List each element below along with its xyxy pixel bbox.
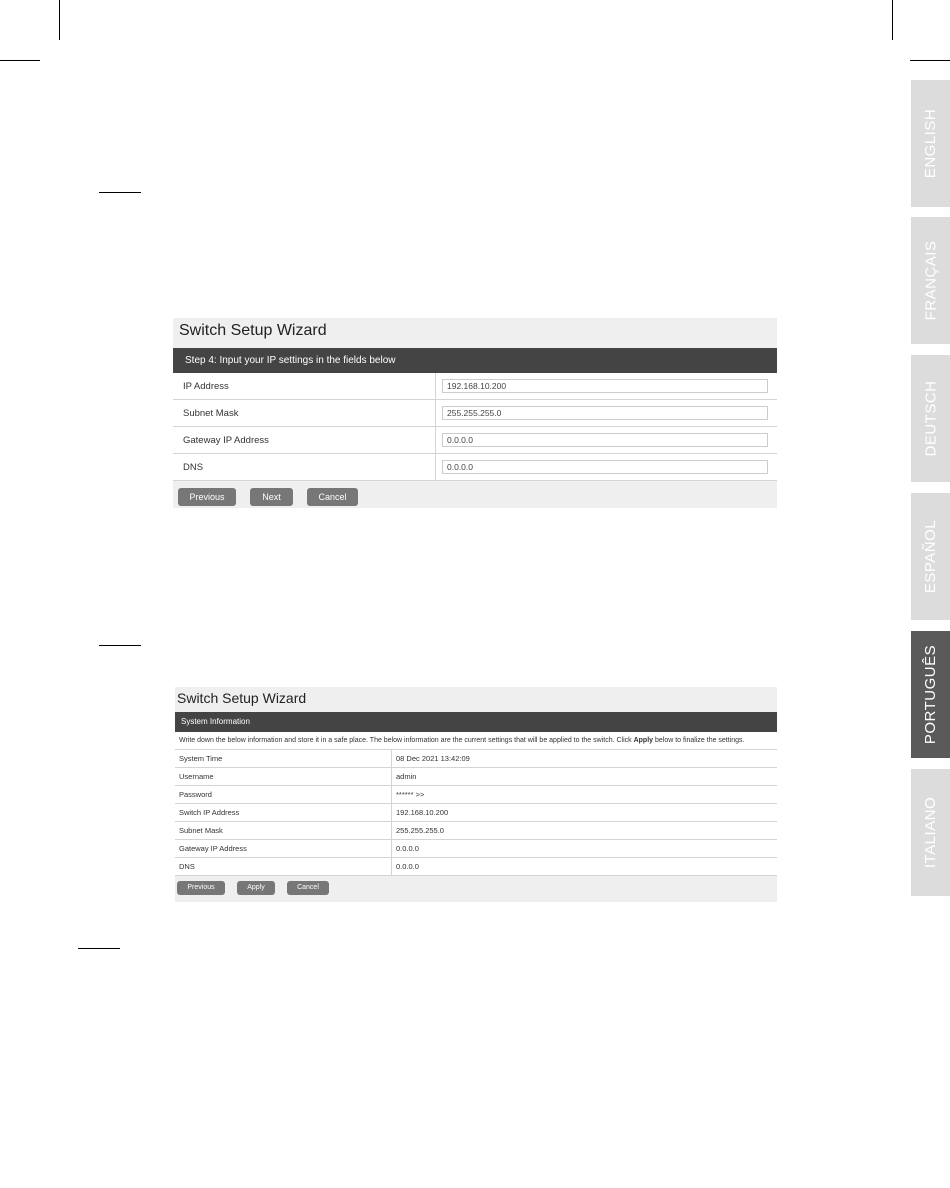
next-button[interactable]: Next	[250, 488, 293, 506]
username-label: Username	[175, 768, 392, 786]
password-label: Password	[175, 786, 392, 804]
gateway-ip-label: Gateway IP Address	[175, 840, 392, 858]
wizard-buttons	[175, 876, 777, 899]
subnet-mask-input[interactable]: 255.255.255.0	[442, 406, 768, 420]
crop-mark-horizontal-right	[910, 60, 950, 61]
crop-mark-vertical-right	[892, 0, 893, 40]
step-underline-1	[99, 192, 141, 193]
table-row	[175, 786, 777, 804]
ip-settings-table	[173, 373, 777, 481]
dns-label: DNS	[175, 858, 392, 876]
table-row	[175, 768, 777, 786]
dns-input[interactable]: 0.0.0.0	[442, 460, 768, 474]
cancel-button[interactable]: Cancel	[307, 488, 358, 506]
table-row	[173, 454, 777, 481]
ip-address-input[interactable]: 192.168.10.200	[442, 379, 768, 393]
wizard-title: Switch Setup Wizard	[177, 690, 307, 706]
table-row	[175, 750, 777, 768]
wizard-title: Switch Setup Wizard	[179, 322, 327, 339]
table-row	[175, 822, 777, 840]
step-underline-3	[78, 948, 120, 949]
system-time-value: 08 Dec 2021 13:42:09	[392, 750, 778, 768]
table-row	[175, 840, 777, 858]
username-value: admin	[392, 768, 778, 786]
dns-label: DNS	[173, 454, 436, 481]
instruction-note: Write down the below information and store it in a safe place. The below information are the current settings that will be applied to the switch. Click Apply below to finalize the settings.	[175, 732, 777, 750]
lang-tab-deutsch[interactable]: DEUTSCH	[911, 355, 950, 482]
previous-button[interactable]: Previous	[177, 881, 225, 895]
gateway-ip-value: 0.0.0.0	[392, 840, 778, 858]
subnet-mask-label: Subnet Mask	[175, 822, 392, 840]
password-value: ****** >>	[392, 786, 778, 804]
step-header: Step 4: Input your IP settings in the fields below	[173, 348, 777, 373]
table-row	[173, 427, 777, 454]
lang-tab-italiano[interactable]: ITALIANO	[911, 769, 950, 896]
crop-mark-vertical	[59, 0, 60, 40]
step-underline-2	[99, 645, 141, 646]
table-row	[175, 804, 777, 822]
wizard-buttons	[173, 481, 777, 512]
ip-address-label: IP Address	[173, 373, 436, 400]
system-info-table	[175, 750, 777, 876]
system-time-label: System Time	[175, 750, 392, 768]
ip-settings-wizard	[173, 318, 777, 508]
subnet-mask-value: 255.255.255.0	[392, 822, 778, 840]
apply-button[interactable]: Apply	[237, 881, 275, 895]
crop-mark-horizontal	[0, 60, 40, 61]
table-row	[173, 373, 777, 400]
subnet-mask-label: Subnet Mask	[173, 400, 436, 427]
lang-tab-portugues[interactable]: PORTUGUÊS	[911, 631, 950, 758]
table-row	[173, 400, 777, 427]
cancel-button[interactable]: Cancel	[287, 881, 329, 895]
lang-tab-espanol[interactable]: ESPAÑOL	[911, 493, 950, 620]
system-info-wizard	[175, 687, 777, 902]
lang-tab-francais[interactable]: FRANÇAIS	[911, 217, 950, 344]
switch-ip-value: 192.168.10.200	[392, 804, 778, 822]
previous-button[interactable]: Previous	[178, 488, 236, 506]
gateway-ip-input[interactable]: 0.0.0.0	[442, 433, 768, 447]
dns-value: 0.0.0.0	[392, 858, 778, 876]
section-header: System Information	[175, 712, 777, 732]
lang-tab-english[interactable]: ENGLISH	[911, 80, 950, 207]
switch-ip-label: Switch IP Address	[175, 804, 392, 822]
gateway-ip-label: Gateway IP Address	[173, 427, 436, 454]
table-row	[175, 858, 777, 876]
